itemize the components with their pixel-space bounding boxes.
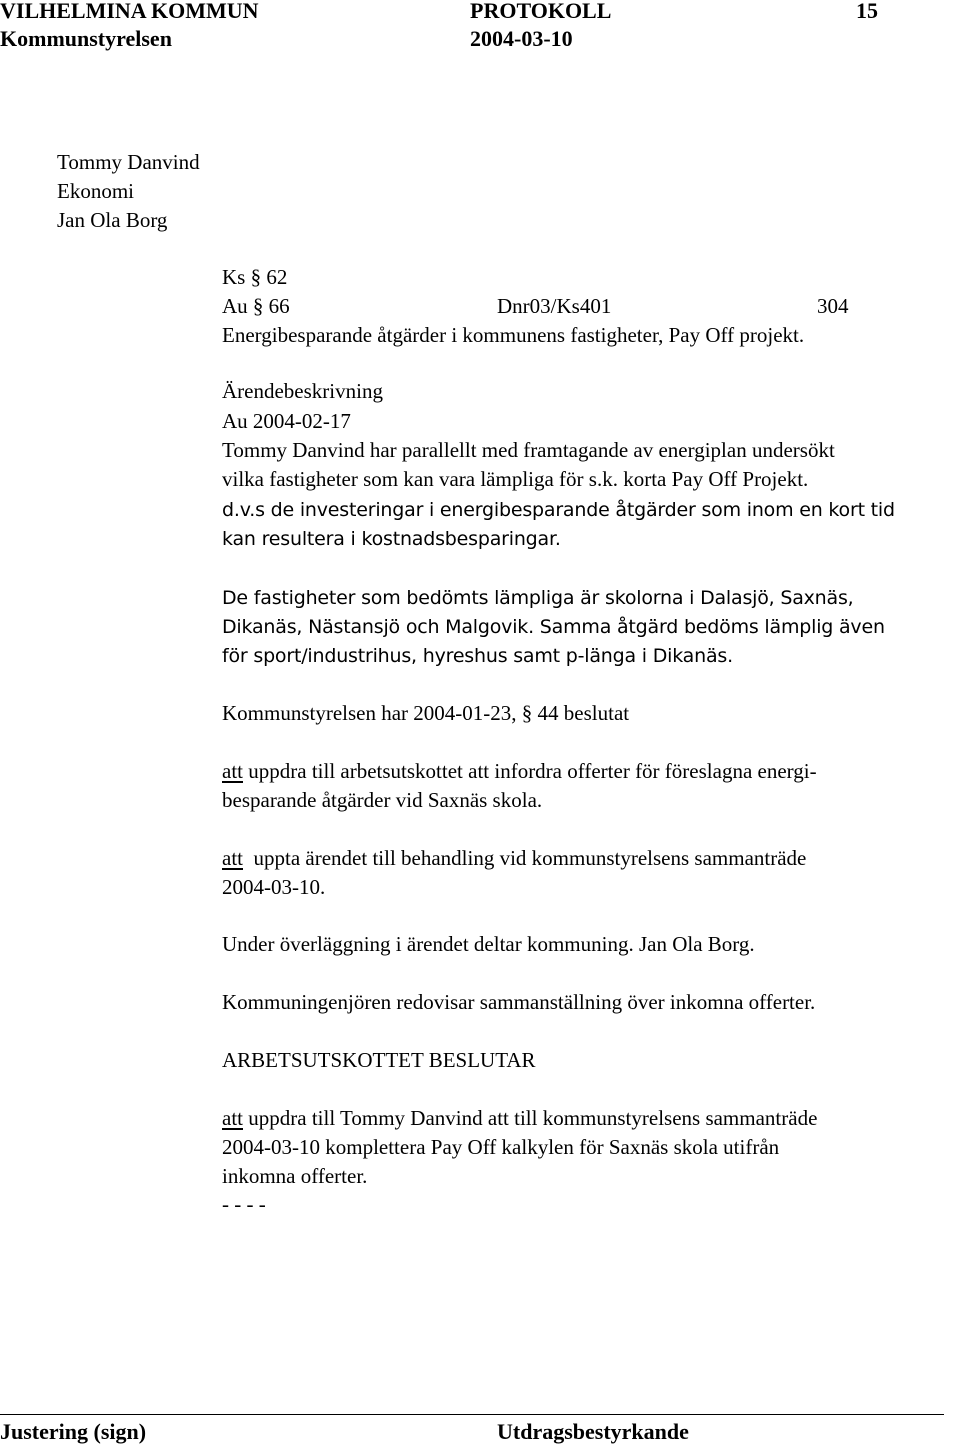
att-text: uppta ärendet till behandling vid kommunstyrelsens sammanträde <box>243 846 807 870</box>
case-dnr: Dnr03/Ks401 <box>497 294 612 318</box>
decision-att1-line <box>222 759 817 783</box>
header-date: 2004-03-10 <box>470 26 573 51</box>
att-text: uppdra till Tommy Danvind att till kommunstyrelsens sammanträde <box>243 1106 818 1130</box>
description-line: Tommy Danvind har parallellt med framtagande av energiplan undersökt <box>222 438 835 462</box>
header-body: Kommunstyrelsen <box>0 26 172 51</box>
description-line: för sport/industrihus, hyreshus samt p-länga i Dikanäs. <box>222 645 733 667</box>
decision-att3-cont: inkomna offerter. <box>222 1164 368 1188</box>
decision-engineer: Kommuningenjören redovisar sammanställning över inkomna offerter. <box>222 990 816 1014</box>
decision-att2-cont: 2004-03-10. <box>222 875 326 899</box>
case-title: Energibesparande åtgärder i kommunens fastigheter, Pay Off projekt. <box>222 323 805 347</box>
decision-deliberation: Under överläggning i ärendet deltar kommuning. Jan Ola Borg. <box>222 932 755 956</box>
decision-att1-cont: besparande åtgärder vid Saxnäs skola. <box>222 788 543 812</box>
description-line: Dikanäs, Nästansjö och Malgovik. Samma åtgärd bedöms lämplig även <box>222 616 885 638</box>
footer-utdrag: Utdragsbestyrkande <box>497 1419 689 1444</box>
att-word: att <box>222 759 243 783</box>
att-text: uppdra till arbetsutskottet att infordra offerter för föreslagna energi- <box>243 759 817 783</box>
header-page-number: 15 <box>856 0 878 23</box>
end-mark: - - - - <box>222 1192 266 1216</box>
description-line: kan resultera i kostnadsbesparingar. <box>222 528 561 550</box>
header-municipality: VILHELMINA KOMMUN <box>0 0 259 23</box>
description-line: d.v.s de investeringar i energibesparande åtgärder som inom en kort tid <box>222 499 895 521</box>
decision-att3-line <box>222 1106 817 1130</box>
header-doc-type: PROTOKOLL <box>470 0 612 23</box>
distribution-item: Tommy Danvind <box>57 150 200 174</box>
description-line: De fastigheter som bedömts lämpliga är skolorna i Dalasjö, Saxnäs, <box>222 587 854 609</box>
decision-att3-cont: 2004-03-10 komplettera Pay Off kalkylen för Saxnäs skola utifrån <box>222 1135 780 1159</box>
case-au: Au § 66 <box>222 294 290 318</box>
decision-att2-line <box>222 846 806 870</box>
au-heading: ARBETSUTSKOTTET BESLUTAR <box>222 1048 536 1072</box>
att-word: att <box>222 846 243 870</box>
footer-justering: Justering (sign) <box>0 1419 147 1444</box>
att-word: att <box>222 1106 243 1130</box>
description-au-ref: Au 2004-02-17 <box>222 409 351 433</box>
decision-intro: Kommunstyrelsen har 2004-01-23, § 44 beslutat <box>222 701 630 725</box>
case-ks: Ks § 62 <box>222 265 288 289</box>
description-heading: Ärendebeskrivning <box>222 379 383 403</box>
description-line: vilka fastigheter som kan vara lämpliga för s.k. korta Pay Off Projekt. <box>222 467 809 491</box>
case-code: 304 <box>817 294 849 318</box>
distribution-item: Ekonomi <box>57 179 134 203</box>
distribution-item: Jan Ola Borg <box>57 208 168 232</box>
signature-line <box>0 1414 944 1415</box>
